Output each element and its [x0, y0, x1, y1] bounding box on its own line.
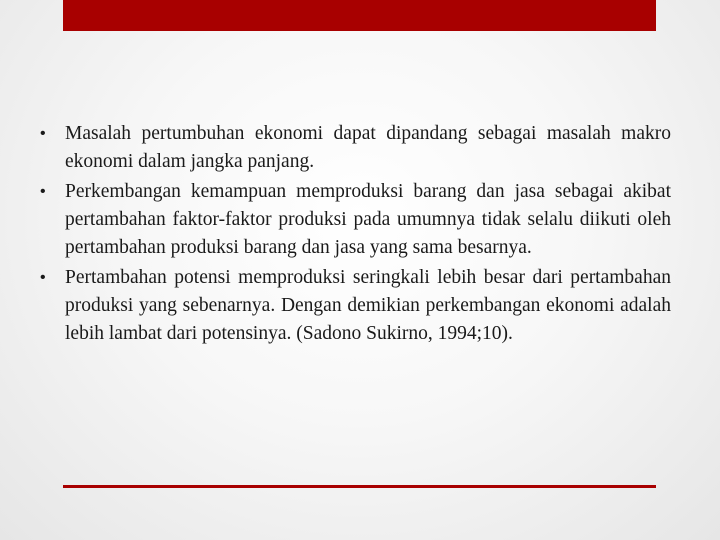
bullet-marker: •: [40, 125, 46, 142]
bullet-text: Masalah pertumbuhan ekonomi dapat dipandang sebagai masalah makro ekonomi dalam jangka panjang.: [65, 123, 671, 172]
bullet-item: [40, 264, 671, 348]
bullet-marker: •: [40, 183, 46, 200]
bullet-text: Perkembangan kemampuan memproduksi barang dan jasa sebagai akibat pertambahan faktor-faktor produksi pada umumnya tidak selalu diikuti oleh pertambahan produksi barang dan jasa yang sama besarnya.: [65, 181, 671, 258]
bullet-marker: •: [40, 269, 46, 286]
bullet-list: [40, 120, 671, 348]
bullet-item: [40, 120, 671, 176]
bullet-item: [40, 178, 671, 262]
bullet-text: Pertambahan potensi memproduksi seringkali lebih besar dari pertambahan produksi yang sebenarnya. Dengan demikian perkembangan ekonomi adalah lebih lambat dari potensinya. (Sadono Sukirno, 1994;10).: [65, 267, 671, 344]
title-bar: [63, 0, 656, 31]
bottom-rule: [63, 485, 656, 488]
slide-content: [40, 120, 671, 350]
